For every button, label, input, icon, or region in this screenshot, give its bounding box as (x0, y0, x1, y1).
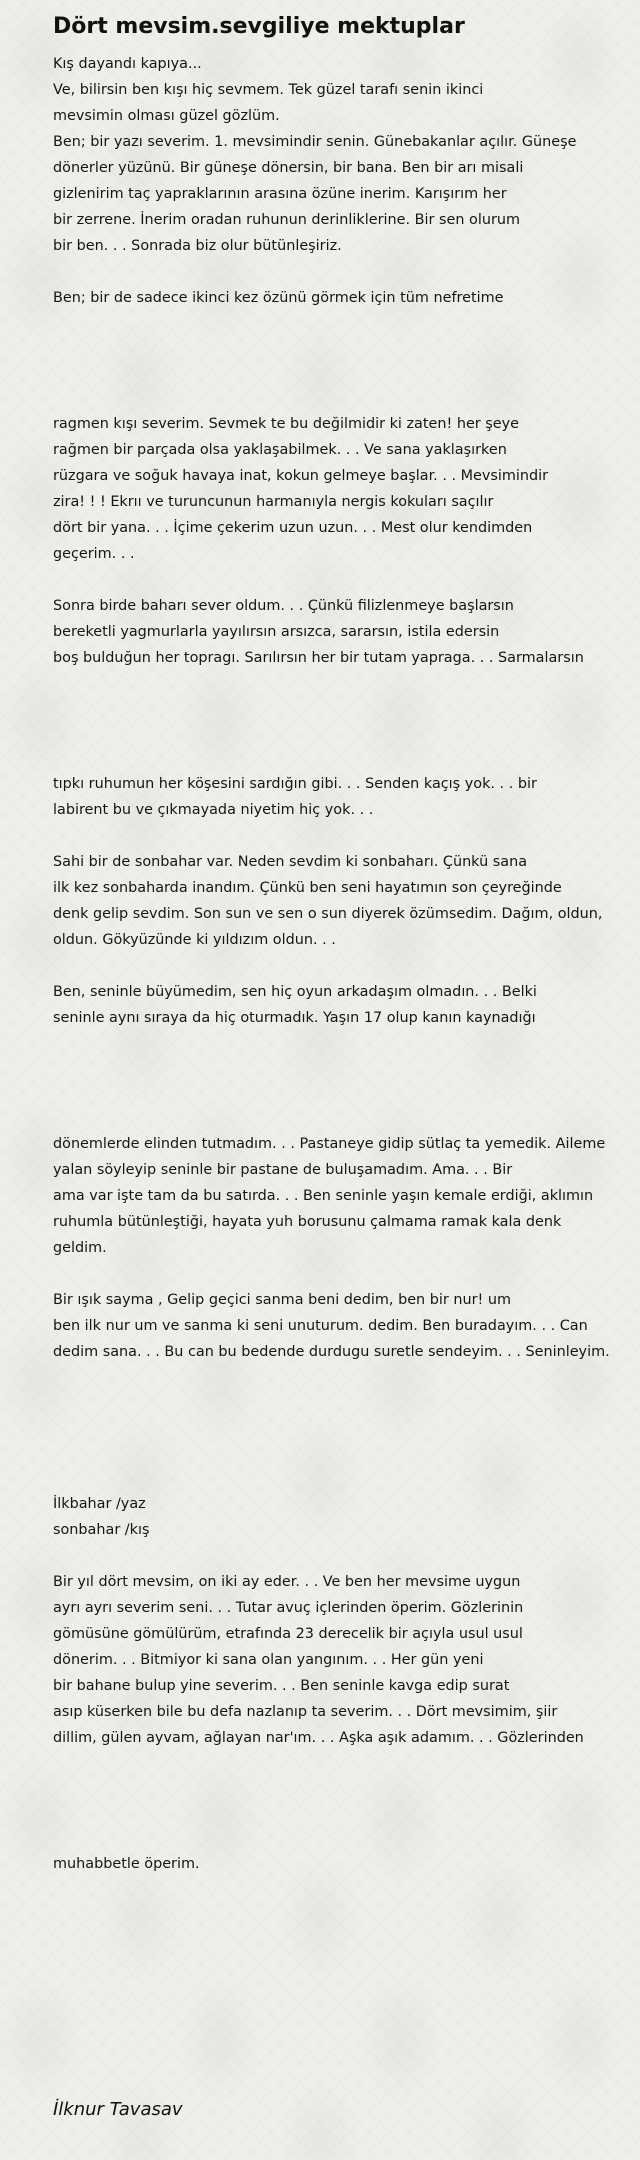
poem-line: İlkbahar /yaz (53, 1496, 146, 1512)
poem-line: bereketli yagmurlarla yayılırsın arsızca, sararsın, istila edersin (53, 624, 500, 640)
poem-line: yalan söyleyip seninle bir pastane de buluşamadım. Ama. . . Bir (53, 1162, 513, 1178)
poem-line: dillim, gülen ayvam, ağlayan nar'ım. . . Aşka aşık adamım. . . Gözlerinden (53, 1730, 584, 1746)
poem-line: Sahi bir de sonbahar var. Neden sevdim ki sonbaharı. Çünkü sana (53, 854, 528, 870)
poem-line: gizlenirim taç yapraklarının arasına özüne inerim. Karışırım her (53, 186, 507, 202)
poem-line: rağmen bir parçada olsa yaklaşabilmek. . . Ve sana yaklaşırken (53, 442, 507, 458)
poem-line: mevsimin olması güzel gözlüm. (53, 108, 280, 124)
poem-line: oldun. Gökyüzünde ki yıldızım oldun. . . (53, 932, 336, 948)
poem-line: Ben, seninle büyümedim, sen hiç oyun arkadaşım olmadın. . . Belki (53, 984, 537, 1000)
poem-line: Ben; bir de sadece ikinci kez özünü görmek için tüm nefretime (53, 290, 504, 306)
poem-line: denk gelip sevdim. Son sun ve sen o sun diyerek özümsedim. Dağım, oldun, (53, 906, 603, 922)
poem-line: Bir ışık sayma , Gelip geçici sanma beni dedim, ben bir nur! um (53, 1292, 512, 1308)
author-signature: İlknur Tavasav (53, 2099, 183, 2120)
poem-line: Ve, bilirsin ben kışı hiç sevmem. Tek güzel tarafı senin ikinci (53, 82, 484, 98)
poem-line: dönerler yüzünü. Bir güneşe dönersin, bir bana. Ben bir arı misali (53, 160, 524, 176)
poem-line: ilk kez sonbaharda inandım. Çünkü ben seni hayatımın son çeyreğinde (53, 880, 562, 896)
poem-line: muhabbetle öperim. (53, 1856, 200, 1872)
poem-line: bir ben. . . Sonrada biz olur bütünleşiriz. (53, 238, 342, 254)
poem-line: bir bahane bulup yine severim. . . Ben seninle kavga edip surat (53, 1678, 510, 1694)
poem-line: Bir yıl dört mevsim, on iki ay eder. . . Ve ben her mevsime uygun (53, 1574, 521, 1590)
poem-line: ama var işte tam da bu satırda. . . Ben seninle yaşın kemale erdiği, aklımın (53, 1188, 594, 1204)
poem-line: bir zerrene. İnerim oradan ruhunun derinliklerine. Bir sen olurum (53, 212, 521, 228)
poem-line: boş bulduğun her topragı. Sarılırsın her bir tutam yapraga. . . Sarmalarsın (53, 650, 584, 666)
poem-line: ruhumla bütünleştiği, hayata yuh borusunu çalmama ramak kala denk (53, 1214, 562, 1230)
poem-line: sonbahar /kış (53, 1522, 150, 1538)
poem-line: tıpkı ruhumun her köşesini sardığın gibi. . . Senden kaçış yok. . . bir (53, 776, 537, 792)
poem-line: ragmen kışı severim. Sevmek te bu değilmidir ki zaten! her şeye (53, 416, 520, 432)
poem-line: Ben; bir yazı severim. 1. mevsimindir senin. Günebakanlar açılır. Güneşe (53, 134, 577, 150)
poem-line: ben ilk nur um ve sanma ki seni unuturum. dedim. Ben buradayım. . . Can (53, 1318, 588, 1334)
poem-line: zira! ! ! Ekrıı ve turuncunun harmanıyla nergis kokuları saçılır (53, 494, 494, 510)
poem-line: gömüsüne gömülürüm, etrafında 23 derecelik bir açıyla usul usul (53, 1626, 523, 1642)
poem-line: dönerim. . . Bitmiyor ki sana olan yangınım. . . Her gün yeni (53, 1652, 484, 1668)
poem-line: geçerim. . . (53, 546, 135, 562)
poem-line: dedim sana. . . Bu can bu bedende durdugu suretle sendeyim. . . Seninleyim. (53, 1344, 610, 1360)
poem-line: asıp küserken bile bu defa nazlanıp ta severim. . . Dört mevsimim, şiir (53, 1704, 558, 1720)
poem-line: ayrı ayrı severim seni. . . Tutar avuç içlerinden öperim. Gözlerinin (53, 1600, 524, 1616)
poem-title: Dört mevsim.sevgiliye mektuplar (53, 14, 465, 39)
poem-line: Sonra birde baharı sever oldum. . . Çünkü filizlenmeye başlarsın (53, 598, 514, 614)
poem-line: dört bir yana. . . İçime çekerim uzun uzun. . . Mest olur kendimden (53, 520, 533, 536)
poem-line: labirent bu ve çıkmayada niyetim hiç yok. . . (53, 802, 374, 818)
poem-line: rüzgara ve soğuk havaya inat, kokun gelmeye başlar. . . Mevsimindir (53, 468, 549, 484)
poem-line: dönemlerde elinden tutmadım. . . Pastaneye gidip sütlaç ta yemedik. Aileme (53, 1136, 606, 1152)
poem-line: Kış dayandı kapıya... (53, 56, 202, 72)
poem-line: seninle aynı sıraya da hiç oturmadık. Yaşın 17 olup kanın kaynadığı (53, 1010, 536, 1026)
poem-line: geldim. (53, 1240, 107, 1256)
